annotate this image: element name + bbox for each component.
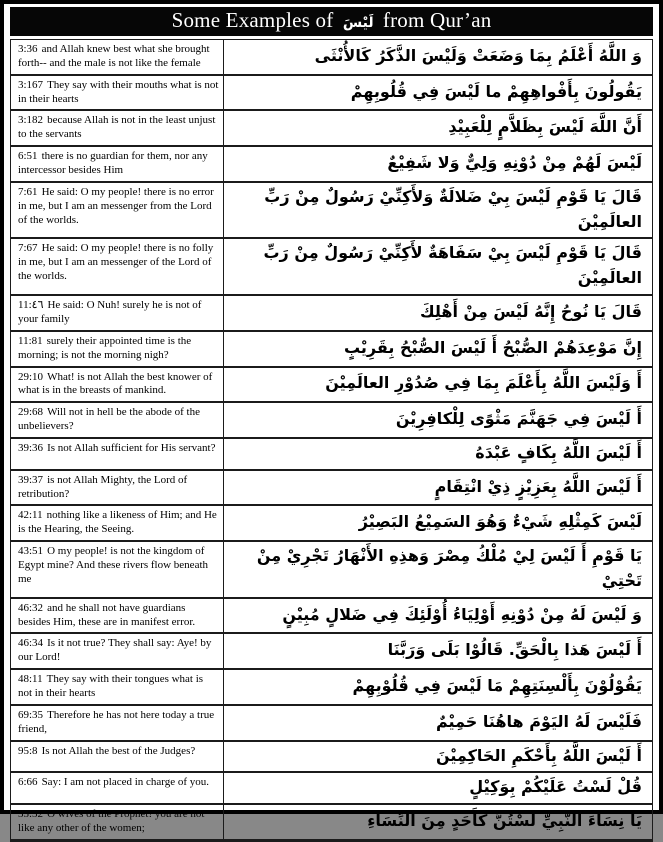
verse-translation-cell: [11, 111, 224, 145]
verse-reference: 6:51: [18, 150, 38, 163]
table-row: [11, 670, 652, 706]
table-row: [11, 773, 652, 805]
verse-arabic-cell: [224, 439, 652, 469]
verse-arabic-text: أَنَّ اللَّهَ لَيْسَ بِظَلاَّمٍ لِلْعَبِيْدِ: [448, 117, 642, 137]
verse-reference: 11:81: [18, 334, 43, 347]
verse-reference: 48:11: [18, 673, 43, 686]
verse-translation-cell: [11, 542, 224, 597]
verse-translation-text: They say with their mouths what is not in their hearts: [18, 78, 219, 105]
verse-translation-text: Is not Allah the best of the Judges?: [41, 744, 196, 757]
verse-reference: 46:34: [18, 637, 44, 650]
table-row: [11, 76, 652, 112]
verse-translation-text: Say: I am not placed in charge of you.: [41, 776, 210, 789]
verse-translation-text: They say with their tongues what is not in their hearts: [18, 673, 204, 700]
verse-translation-cell: [11, 40, 224, 74]
verse-translation-text: because Allah is not in the least unjust to the servants: [18, 114, 216, 141]
verse-translation-cell: [11, 706, 224, 740]
table-row: [11, 183, 652, 240]
verse-arabic-cell: [224, 634, 652, 668]
verse-reference: 3:182: [18, 114, 44, 127]
verse-reference: 29:10: [18, 370, 44, 383]
verse-reference: 43:51: [18, 545, 44, 558]
verse-arabic-text: وَ لَيْسَ لَهُ مِنْ دُوْنِهِ أَوْلِيَاءُ أُوْلَئِكَ فِي ضَلالٍ مُبِيْنٍ: [282, 604, 642, 624]
verse-reference: 7:61: [18, 185, 38, 198]
verse-translation-cell: [11, 296, 224, 330]
verse-reference: 11:٤٦: [18, 299, 44, 312]
verse-arabic-cell: [224, 76, 652, 110]
table-row: [11, 439, 652, 471]
verse-translation-text: there is no guardian for them, nor any intercessor besides Him: [18, 150, 208, 177]
verse-arabic-text: أَ لَيْسَ هَذا بِالْحَقِّ. قَالُوْا بَلَى وَرَبَّنَا: [387, 640, 642, 660]
verse-arabic-cell: [224, 147, 652, 181]
verse-reference: 39:37: [18, 473, 44, 486]
verse-arabic-cell: [224, 183, 652, 238]
verse-translation-cell: [11, 634, 224, 668]
verse-arabic-text: إِنَّ مَوْعِدَهُمْ الصُّبْحُ أَ لَيْسَ الصُّبْحُ بِقَرِيْبٍ: [343, 337, 642, 357]
table-row: [11, 706, 652, 742]
verse-translation-text: Will not in hell be the abode of the unbelievers?: [18, 406, 200, 433]
verse-translation-text: is not Allah Mighty, the Lord of retribution?: [18, 473, 188, 500]
verses-table: [10, 39, 653, 842]
verse-arabic-cell: [224, 332, 652, 366]
verse-translation-text: He said: O my people! there is no folly in me, but I am an messenger of the Lord of the worlds.: [18, 242, 214, 283]
verse-arabic-cell: [224, 599, 652, 633]
verse-arabic-text: قَالَ يَا قَوْمِ لَيْسَ بِيْ ضَلالَةٌ وَلأَكِنِّيْ رَسُولٌ مِنْ رَبِّ العالَمِيْنَ: [264, 186, 642, 231]
verse-translation-cell: [11, 76, 224, 110]
verse-arabic-text: يَا قَوْمِ أَ لَيْسَ لِيْ مُلْكُ مِصْرَ وَهذِهِ الأَنْهَارُ تَجْرِيْ مِنْ تَحْتِيْ: [256, 546, 642, 590]
verse-reference: 3:36: [18, 43, 38, 55]
verse-translation-text: Therefore he has not here today a true friend,: [18, 708, 215, 735]
verse-translation-cell: [11, 332, 224, 366]
verse-translation-text: O wives of the Prophet! you are not like any other of the women;: [18, 808, 205, 835]
table-row: [11, 296, 652, 332]
verse-arabic-cell: [224, 805, 652, 839]
verse-arabic-cell: [224, 506, 652, 540]
verse-reference: 29:68: [18, 406, 44, 419]
verse-reference: 3:167: [18, 78, 44, 91]
verse-translation-text: What! is not Allah the best knower of what is in the breasts of mankind.: [18, 370, 213, 397]
verse-translation-text: He said: O Nuh! surely he is not of your family: [18, 299, 202, 325]
verse-arabic-cell: [224, 471, 652, 505]
table-row: [11, 403, 652, 439]
verse-arabic-text: أَ وَلَيْسَ اللَّهُ بِأَعْلَمَ بِمَا فِي صُدُوْرِ العالَمِيْنَ: [325, 373, 642, 393]
verse-translation-text: nothing like a likeness of Him; and He is the Hearing, the Seeing.: [18, 509, 217, 536]
table-row: [11, 506, 652, 542]
verse-translation-text: surely their appointed time is the morning; is not the morning nigh?: [18, 334, 192, 361]
verse-arabic-cell: [224, 403, 652, 437]
verse-arabic-cell: [224, 542, 652, 597]
verse-translation-text: and he shall not have guardians besides Him, these are in manifest error.: [18, 601, 196, 628]
verse-translation-cell: [11, 239, 224, 294]
table-row: [11, 40, 652, 76]
verse-translation-cell: [11, 773, 224, 803]
verse-reference: 46:32: [18, 601, 44, 614]
verse-arabic-text: يَا نِسَاءَ النَّبِيِّ لَسْتُنَّ كَأَحَدٍ مِنَ النِّسَاءِ: [367, 811, 642, 831]
table-row: [11, 634, 652, 670]
verse-translation-text: Is it not true? They shall say: Aye! by our Lord!: [18, 637, 212, 664]
table-row: [11, 599, 652, 635]
page-title-prefix: Some Examples of: [171, 8, 334, 32]
verse-translation-cell: [11, 403, 224, 437]
verse-translation-text: Is not Allah sufficient for His servant?: [47, 441, 216, 454]
table-row: [11, 111, 652, 147]
verse-arabic-text: أَ لَيْسَ اللَّهُ بِعَزِيْزٍ ذِيْ انْتِقَامٍ: [434, 476, 642, 496]
table-row: [11, 542, 652, 599]
verse-translation-cell: [11, 599, 224, 633]
verse-arabic-cell: [224, 706, 652, 740]
verse-translation-cell: [11, 805, 224, 839]
verse-arabic-text: أَ لَيْسَ اللَّهُ بِكَافٍ عَبْدَهُ: [475, 442, 642, 462]
verse-arabic-text: يَقُولُونَ بِأَفْواهِهِمْ ما لَيْسَ فِي قُلُوبِهِمْ: [350, 81, 642, 101]
verse-arabic-text: أَ لَيْسَ فِي جَهَنَّمَ مَثْوًى لِلْكافِرِيْنَ: [395, 409, 642, 429]
verse-reference: 69:35: [18, 708, 44, 721]
verse-translation-text: O my people! is not the kingdom of Egypt mine? And these rivers flow beneath me: [18, 545, 209, 585]
page-title-arabic-word: لَيْسَ: [342, 15, 374, 31]
verse-translation-cell: [11, 368, 224, 402]
verse-arabic-cell: [224, 742, 652, 772]
verse-arabic-text: قُلْ لَسْتُ عَلَيْكُمْ بِوَكِيْلٍ: [469, 777, 642, 797]
table-row: [11, 332, 652, 368]
verse-translation-text: and Allah knew best what she brought forth-- and the male is not like the female: [18, 43, 210, 69]
verse-translation-cell: [11, 506, 224, 540]
verse-arabic-cell: [224, 40, 652, 74]
verse-arabic-text: قَالَ يَا نُوحُ إِنَّهُ لَيْسَ مِنْ أَهْلِكَ: [419, 302, 642, 322]
verse-reference: 33:32: [18, 808, 44, 821]
table-row: [11, 147, 652, 183]
table-row: [11, 368, 652, 404]
page-title: [10, 7, 653, 36]
verse-arabic-cell: [224, 773, 652, 803]
verse-reference: 7:67: [18, 242, 38, 255]
verse-arabic-text: فَلَيْسَ لَهُ اليَوْمَ هاهُنَا حَمِيْمٌ: [436, 711, 642, 731]
verse-arabic-cell: [224, 296, 652, 330]
table-row: [11, 742, 652, 774]
verse-translation-cell: [11, 670, 224, 704]
verse-arabic-cell: [224, 239, 652, 294]
verse-reference: 95:8: [18, 744, 38, 757]
verse-reference: 42:11: [18, 509, 43, 522]
table-row: [11, 805, 652, 841]
verse-arabic-cell: [224, 670, 652, 704]
verse-arabic-text: لَيْسَ كَمِثْلِهِ شَيْءٌ وَهُوَ السَمِيْعُ البَصِيْرُ: [358, 512, 642, 532]
table-row: [11, 239, 652, 296]
verse-translation-cell: [11, 471, 224, 505]
verse-arabic-text: قَالَ يَا قَوْمِ لَيْسَ بِيْ سَفَاهَةٌ لأَكِنِّيْ رَسُولٌ مِنْ رَبِّ العالَمِيْنَ: [263, 243, 642, 288]
verse-reference: 6:66: [18, 776, 38, 789]
verse-translation-cell: [11, 439, 224, 469]
verse-reference: 39:36: [18, 441, 44, 454]
table-row: [11, 471, 652, 507]
verse-arabic-text: أَ لَيْسَ اللَّهُ بِأَحْكَمِ الحَاكِمِيْنَ: [435, 745, 642, 765]
verse-translation-text: He said: O my people! there is no error in me, but I am an messenger from the Lord of the worlds.: [18, 185, 214, 226]
verse-arabic-text: لَيْسَ لَهُمْ مِنْ دُوْنِهِ وَلِيٌّ وَلا شَفِيْعٌ: [387, 153, 642, 173]
page-title-suffix: from Qur’an: [382, 8, 492, 32]
verse-arabic-text: وَ اللَّهُ أَعْلَمُ بِمَا وَضَعَتْ وَلَيْسَ الذَّكَرُ كَالأُنْثَى: [314, 45, 642, 65]
verse-translation-cell: [11, 183, 224, 238]
verse-translation-cell: [11, 147, 224, 181]
verse-arabic-cell: [224, 368, 652, 402]
verse-translation-cell: [11, 742, 224, 772]
verse-arabic-cell: [224, 111, 652, 145]
verse-arabic-text: يَقُوْلُوْنَ بِأَلْسِنَتِهِمْ مَا لَيْسَ فِي قُلُوْبِهِمْ: [352, 676, 642, 696]
